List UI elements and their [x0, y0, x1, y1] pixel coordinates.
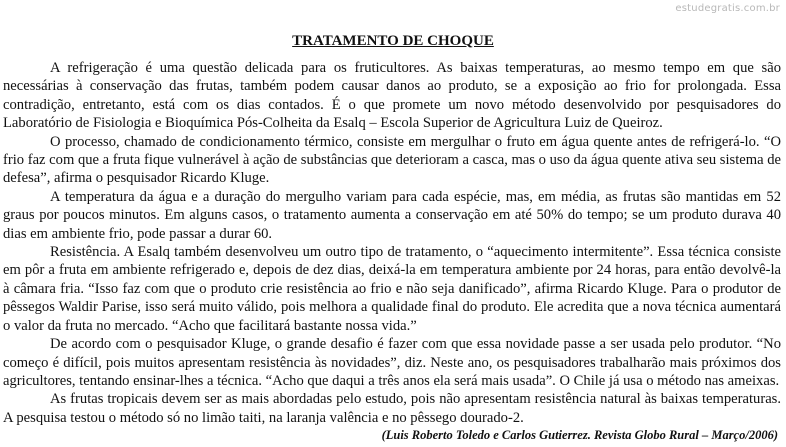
- paragraph-5: De acordo com o pesquisador Kluge, o grande desafio é fazer com que essa novidade passe a ser usada pelo produtor. “No começo é difícil, pois muitos apresentam resistência às novidades”, diz. Neste ano, os pesquisadores trabalharão mais próximos dos agricultores, tentando ensinar-lhes a técnica. “Acho que daqui a três anos ela será mais usada”. O Chile já usa o método nas ameixas.: [3, 336, 781, 389]
- paragraph-4: Resistência. A Esalq também desenvolveu um outro tipo de tratamento, o “aquecimento intermitente”. Essa técnica consiste em pôr a fruta em ambiente refrigerado e, depois de dez dias, deixá-la em temperatura ambiente por 24 horas, para então devolvê-la à câmara fria. “Isso faz com que o produto crie resistência ao frio e não seja danificado”, afirma Ricardo Kluge. Para o produtor de pêssegos Waldir Parise, isso será muito válido, pois melhora a qualidade final do produto. Ele acredita que a nova técnica aumentará o valor da fruta no mercado. “Acho que facilitará bastante nossa vida.”: [3, 244, 781, 334]
- paragraph-1: A refrigeração é uma questão delicada para os fruticultores. As baixas temperaturas, ao mesmo tempo em que são necessárias à conservação das frutas, também podem causar danos ao produto, se a exposição ao frio for prolongada. Essa contradição, entretanto, está com os dias contados. É o que promete um novo método desenvolvido por pesquisadores do Laboratório de Fisiologia e Bioquímica Pós-Colheita da Esalq – Escola Superior de Agricultura Luiz de Queiroz.: [3, 60, 781, 132]
- watermark: estudegratis.com.br: [675, 3, 780, 14]
- paragraph-6: As frutas tropicais devem ser as mais abordadas pelo estudo, pois não apresentam resistência natural às baixas temperaturas. A pesquisa testou o método só no limão taiti, na laranja valência e no pêssego dourado-2.: [3, 391, 781, 426]
- paragraph-2: O processo, chamado de condicionamento térmico, consiste em mergulhar o fruto em água quente antes de refrigerá-lo. “O frio faz com que a fruta fique vulnerável à ação de substâncias que deterioram a casca, mas o uso da água quente ativa seu sistema de defesa”, afirma o pesquisador Ricardo Kluge.: [3, 133, 782, 187]
- article-body: [3, 59, 781, 427]
- document-title: TRATAMENTO DE CHOQUE: [292, 33, 494, 49]
- paragraph-3: A temperatura da água e a duração do mergulho variam para cada espécie, mas, em média, as frutas são mantidas em 52 graus por poucos minutos. Em alguns casos, o tratamento aumenta a conservação em até 50% do tempo; se um produto durava 40 dias em ambiente frio, pode passar a durar 60.: [3, 188, 781, 242]
- source-citation: (Luis Roberto Toledo e Carlos Gutierrez. Revista Globo Rural – Março/2006): [381, 428, 778, 442]
